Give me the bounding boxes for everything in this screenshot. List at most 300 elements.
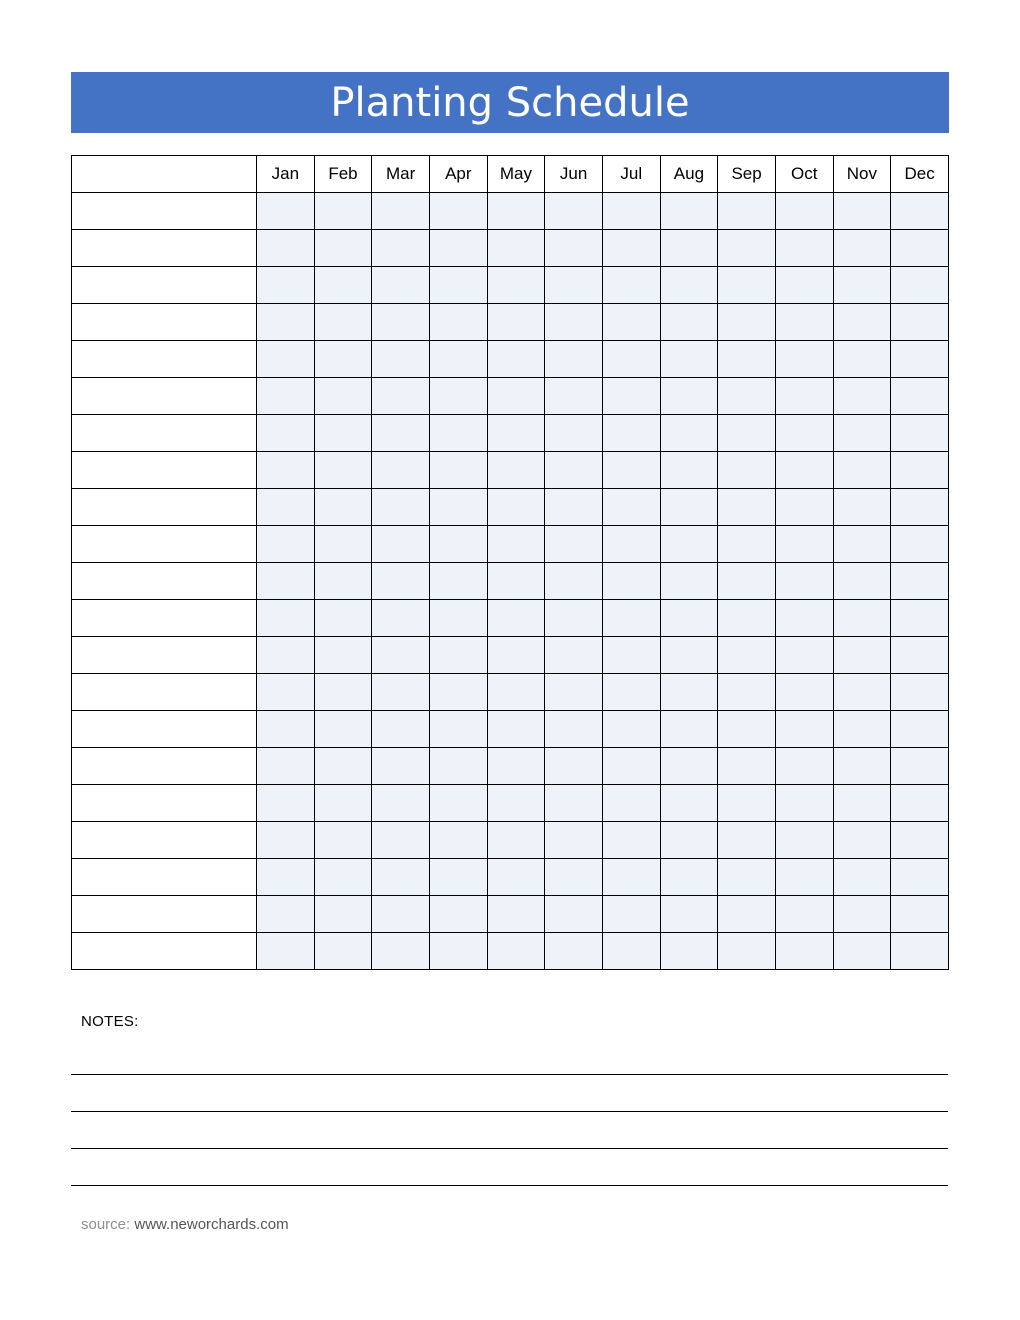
- schedule-cell-oct[interactable]: [775, 452, 833, 489]
- schedule-cell-nov[interactable]: [833, 341, 891, 378]
- schedule-cell-jan[interactable]: [257, 859, 315, 896]
- schedule-cell-nov[interactable]: [833, 785, 891, 822]
- schedule-cell-apr[interactable]: [429, 378, 487, 415]
- schedule-cell-may[interactable]: [487, 637, 545, 674]
- schedule-cell-aug[interactable]: [660, 896, 718, 933]
- plant-name-cell[interactable]: [72, 452, 257, 489]
- plant-name-cell[interactable]: [72, 304, 257, 341]
- plant-name-cell[interactable]: [72, 637, 257, 674]
- schedule-cell-oct[interactable]: [775, 748, 833, 785]
- schedule-cell-sep[interactable]: [718, 193, 776, 230]
- schedule-cell-may[interactable]: [487, 674, 545, 711]
- schedule-cell-jul[interactable]: [602, 341, 660, 378]
- schedule-cell-jan[interactable]: [257, 267, 315, 304]
- schedule-cell-may[interactable]: [487, 600, 545, 637]
- schedule-cell-oct[interactable]: [775, 896, 833, 933]
- table-row: [72, 489, 949, 526]
- schedule-cell-jun[interactable]: [545, 415, 603, 452]
- schedule-cell-aug[interactable]: [660, 785, 718, 822]
- schedule-cell-sep[interactable]: [718, 859, 776, 896]
- schedule-cell-sep[interactable]: [718, 896, 776, 933]
- schedule-cell-mar[interactable]: [372, 415, 430, 452]
- schedule-cell-jan[interactable]: [257, 526, 315, 563]
- schedule-cell-oct[interactable]: [775, 267, 833, 304]
- schedule-cell-jun[interactable]: [545, 748, 603, 785]
- schedule-cell-jan[interactable]: [257, 341, 315, 378]
- schedule-cell-dec[interactable]: [891, 600, 949, 637]
- schedule-cell-feb[interactable]: [314, 674, 372, 711]
- schedule-cell-mar[interactable]: [372, 637, 430, 674]
- schedule-cell-may[interactable]: [487, 489, 545, 526]
- schedule-cell-apr[interactable]: [429, 304, 487, 341]
- table-row: [72, 415, 949, 452]
- schedule-cell-jan[interactable]: [257, 415, 315, 452]
- schedule-cell-jun[interactable]: [545, 933, 603, 970]
- schedule-cell-jun[interactable]: [545, 193, 603, 230]
- month-header-mar: Mar: [372, 156, 430, 193]
- schedule-cell-aug[interactable]: [660, 859, 718, 896]
- plant-name-cell[interactable]: [72, 267, 257, 304]
- schedule-cell-jul[interactable]: [602, 304, 660, 341]
- month-header-dec: Dec: [891, 156, 949, 193]
- schedule-cell-oct[interactable]: [775, 822, 833, 859]
- schedule-cell-jan[interactable]: [257, 193, 315, 230]
- schedule-cell-jan[interactable]: [257, 896, 315, 933]
- schedule-cell-dec[interactable]: [891, 674, 949, 711]
- schedule-cell-aug[interactable]: [660, 711, 718, 748]
- schedule-cell-apr[interactable]: [429, 230, 487, 267]
- schedule-cell-aug[interactable]: [660, 933, 718, 970]
- schedule-cell-nov[interactable]: [833, 267, 891, 304]
- schedule-cell-nov[interactable]: [833, 600, 891, 637]
- schedule-cell-mar[interactable]: [372, 489, 430, 526]
- schedule-cell-sep[interactable]: [718, 674, 776, 711]
- plant-name-cell[interactable]: [72, 341, 257, 378]
- schedule-cell-sep[interactable]: [718, 452, 776, 489]
- schedule-cell-jan[interactable]: [257, 674, 315, 711]
- schedule-cell-feb[interactable]: [314, 563, 372, 600]
- schedule-cell-may[interactable]: [487, 193, 545, 230]
- schedule-cell-apr[interactable]: [429, 600, 487, 637]
- schedule-cell-oct[interactable]: [775, 785, 833, 822]
- schedule-cell-aug[interactable]: [660, 193, 718, 230]
- schedule-cell-nov[interactable]: [833, 452, 891, 489]
- schedule-cell-nov[interactable]: [833, 748, 891, 785]
- schedule-cell-oct[interactable]: [775, 378, 833, 415]
- month-header-nov: Nov: [833, 156, 891, 193]
- table-header-row: [72, 156, 949, 193]
- schedule-cell-jul[interactable]: [602, 489, 660, 526]
- schedule-cell-feb[interactable]: [314, 933, 372, 970]
- schedule-cell-mar[interactable]: [372, 600, 430, 637]
- schedule-cell-jul[interactable]: [602, 859, 660, 896]
- schedule-cell-mar[interactable]: [372, 859, 430, 896]
- schedule-cell-jan[interactable]: [257, 304, 315, 341]
- schedule-cell-mar[interactable]: [372, 822, 430, 859]
- plant-name-cell[interactable]: [72, 600, 257, 637]
- schedule-cell-dec[interactable]: [891, 230, 949, 267]
- schedule-cell-jul[interactable]: [602, 822, 660, 859]
- schedule-cell-dec[interactable]: [891, 489, 949, 526]
- schedule-cell-jun[interactable]: [545, 896, 603, 933]
- schedule-cell-apr[interactable]: [429, 896, 487, 933]
- schedule-cell-aug[interactable]: [660, 415, 718, 452]
- schedule-cell-apr[interactable]: [429, 193, 487, 230]
- schedule-cell-nov[interactable]: [833, 637, 891, 674]
- schedule-cell-mar[interactable]: [372, 711, 430, 748]
- schedule-cell-sep[interactable]: [718, 230, 776, 267]
- plant-name-cell[interactable]: [72, 415, 257, 452]
- plant-name-cell[interactable]: [72, 563, 257, 600]
- schedule-cell-apr[interactable]: [429, 933, 487, 970]
- table-row: [72, 785, 949, 822]
- schedule-cell-may[interactable]: [487, 341, 545, 378]
- schedule-cell-aug[interactable]: [660, 304, 718, 341]
- schedule-cell-jun[interactable]: [545, 267, 603, 304]
- schedule-cell-feb[interactable]: [314, 304, 372, 341]
- schedule-cell-feb[interactable]: [314, 637, 372, 674]
- schedule-cell-jun[interactable]: [545, 563, 603, 600]
- plant-name-cell[interactable]: [72, 378, 257, 415]
- schedule-cell-oct[interactable]: [775, 526, 833, 563]
- schedule-cell-jun[interactable]: [545, 230, 603, 267]
- month-header-feb: Feb: [314, 156, 372, 193]
- schedule-cell-sep[interactable]: [718, 748, 776, 785]
- schedule-cell-oct[interactable]: [775, 489, 833, 526]
- schedule-cell-jul[interactable]: [602, 748, 660, 785]
- plant-name-cell[interactable]: [72, 489, 257, 526]
- schedule-cell-oct[interactable]: [775, 304, 833, 341]
- schedule-cell-may[interactable]: [487, 822, 545, 859]
- schedule-cell-dec[interactable]: [891, 896, 949, 933]
- schedule-cell-jul[interactable]: [602, 267, 660, 304]
- planting-schedule-table: [71, 155, 949, 970]
- schedule-cell-jan[interactable]: [257, 822, 315, 859]
- schedule-cell-jul[interactable]: [602, 785, 660, 822]
- schedule-cell-jan[interactable]: [257, 600, 315, 637]
- schedule-cell-oct[interactable]: [775, 341, 833, 378]
- schedule-cell-aug[interactable]: [660, 600, 718, 637]
- source-link[interactable]: www.neworchards.com: [134, 1216, 289, 1233]
- schedule-cell-apr[interactable]: [429, 748, 487, 785]
- schedule-cell-apr[interactable]: [429, 415, 487, 452]
- schedule-cell-may[interactable]: [487, 267, 545, 304]
- plant-name-cell[interactable]: [72, 785, 257, 822]
- schedule-cell-sep[interactable]: [718, 711, 776, 748]
- schedule-cell-jun[interactable]: [545, 637, 603, 674]
- table-row: [72, 341, 949, 378]
- schedule-cell-nov[interactable]: [833, 563, 891, 600]
- schedule-cell-may[interactable]: [487, 859, 545, 896]
- schedule-cell-sep[interactable]: [718, 785, 776, 822]
- schedule-cell-oct[interactable]: [775, 711, 833, 748]
- schedule-cell-mar[interactable]: [372, 748, 430, 785]
- schedule-cell-dec[interactable]: [891, 267, 949, 304]
- schedule-cell-aug[interactable]: [660, 452, 718, 489]
- schedule-cell-feb[interactable]: [314, 341, 372, 378]
- plant-name-cell[interactable]: [72, 896, 257, 933]
- schedule-cell-oct[interactable]: [775, 415, 833, 452]
- schedule-cell-aug[interactable]: [660, 563, 718, 600]
- schedule-cell-jun[interactable]: [545, 600, 603, 637]
- schedule-cell-apr[interactable]: [429, 859, 487, 896]
- schedule-cell-jul[interactable]: [602, 600, 660, 637]
- schedule-cell-dec[interactable]: [891, 785, 949, 822]
- schedule-cell-nov[interactable]: [833, 896, 891, 933]
- schedule-cell-mar[interactable]: [372, 933, 430, 970]
- schedule-cell-jan[interactable]: [257, 230, 315, 267]
- schedule-cell-jul[interactable]: [602, 637, 660, 674]
- schedule-cell-sep[interactable]: [718, 822, 776, 859]
- schedule-cell-feb[interactable]: [314, 896, 372, 933]
- schedule-cell-may[interactable]: [487, 415, 545, 452]
- schedule-cell-mar[interactable]: [372, 341, 430, 378]
- schedule-cell-nov[interactable]: [833, 933, 891, 970]
- schedule-cell-sep[interactable]: [718, 563, 776, 600]
- schedule-cell-jan[interactable]: [257, 563, 315, 600]
- schedule-cell-dec[interactable]: [891, 341, 949, 378]
- schedule-cell-apr[interactable]: [429, 452, 487, 489]
- schedule-cell-may[interactable]: [487, 748, 545, 785]
- schedule-cell-jun[interactable]: [545, 341, 603, 378]
- notes-line[interactable]: [71, 1111, 948, 1112]
- schedule-cell-sep[interactable]: [718, 267, 776, 304]
- schedule-cell-sep[interactable]: [718, 341, 776, 378]
- notes-label: NOTES:: [81, 1013, 139, 1030]
- schedule-cell-nov[interactable]: [833, 711, 891, 748]
- schedule-cell-nov[interactable]: [833, 674, 891, 711]
- plant-name-cell[interactable]: [72, 822, 257, 859]
- schedule-cell-may[interactable]: [487, 452, 545, 489]
- schedule-cell-sep[interactable]: [718, 600, 776, 637]
- schedule-cell-aug[interactable]: [660, 267, 718, 304]
- plant-name-cell[interactable]: [72, 748, 257, 785]
- schedule-cell-jun[interactable]: [545, 378, 603, 415]
- table-row: [72, 711, 949, 748]
- schedule-cell-dec[interactable]: [891, 859, 949, 896]
- schedule-cell-may[interactable]: [487, 378, 545, 415]
- schedule-cell-aug[interactable]: [660, 526, 718, 563]
- table-row: [72, 452, 949, 489]
- schedule-cell-aug[interactable]: [660, 748, 718, 785]
- schedule-cell-jul[interactable]: [602, 674, 660, 711]
- schedule-cell-jun[interactable]: [545, 785, 603, 822]
- schedule-cell-dec[interactable]: [891, 452, 949, 489]
- schedule-cell-mar[interactable]: [372, 230, 430, 267]
- page-title: Planting Schedule: [330, 79, 690, 126]
- schedule-cell-feb[interactable]: [314, 230, 372, 267]
- schedule-cell-dec[interactable]: [891, 378, 949, 415]
- schedule-cell-may[interactable]: [487, 785, 545, 822]
- notes-line[interactable]: [71, 1074, 948, 1075]
- schedule-cell-jul[interactable]: [602, 230, 660, 267]
- month-header-apr: Apr: [429, 156, 487, 193]
- schedule-cell-jan[interactable]: [257, 637, 315, 674]
- schedule-cell-jan[interactable]: [257, 711, 315, 748]
- schedule-cell-jul[interactable]: [602, 378, 660, 415]
- notes-line[interactable]: [71, 1185, 948, 1186]
- schedule-cell-jan[interactable]: [257, 748, 315, 785]
- month-header-oct: Oct: [775, 156, 833, 193]
- schedule-cell-jul[interactable]: [602, 415, 660, 452]
- schedule-cell-apr[interactable]: [429, 637, 487, 674]
- schedule-cell-nov[interactable]: [833, 415, 891, 452]
- schedule-cell-sep[interactable]: [718, 489, 776, 526]
- schedule-cell-dec[interactable]: [891, 822, 949, 859]
- table-row: [72, 193, 949, 230]
- schedule-cell-nov[interactable]: [833, 526, 891, 563]
- schedule-cell-apr[interactable]: [429, 785, 487, 822]
- schedule-cell-dec[interactable]: [891, 415, 949, 452]
- schedule-cell-oct[interactable]: [775, 859, 833, 896]
- schedule-cell-feb[interactable]: [314, 415, 372, 452]
- schedule-cell-sep[interactable]: [718, 378, 776, 415]
- schedule-cell-sep[interactable]: [718, 933, 776, 970]
- schedule-cell-feb[interactable]: [314, 452, 372, 489]
- schedule-cell-feb[interactable]: [314, 711, 372, 748]
- table-row: [72, 822, 949, 859]
- table-row: [72, 267, 949, 304]
- schedule-cell-jan[interactable]: [257, 452, 315, 489]
- schedule-cell-nov[interactable]: [833, 304, 891, 341]
- schedule-cell-jun[interactable]: [545, 489, 603, 526]
- schedule-cell-mar[interactable]: [372, 526, 430, 563]
- schedule-cell-jun[interactable]: [545, 452, 603, 489]
- plant-name-cell[interactable]: [72, 859, 257, 896]
- schedule-cell-mar[interactable]: [372, 452, 430, 489]
- schedule-cell-aug[interactable]: [660, 637, 718, 674]
- schedule-cell-aug[interactable]: [660, 378, 718, 415]
- schedule-cell-feb[interactable]: [314, 600, 372, 637]
- schedule-cell-oct[interactable]: [775, 193, 833, 230]
- schedule-cell-may[interactable]: [487, 230, 545, 267]
- schedule-cell-nov[interactable]: [833, 378, 891, 415]
- schedule-cell-may[interactable]: [487, 933, 545, 970]
- schedule-cell-oct[interactable]: [775, 563, 833, 600]
- schedule-cell-dec[interactable]: [891, 304, 949, 341]
- plant-name-cell[interactable]: [72, 526, 257, 563]
- schedule-cell-may[interactable]: [487, 711, 545, 748]
- schedule-cell-nov[interactable]: [833, 193, 891, 230]
- schedule-cell-oct[interactable]: [775, 600, 833, 637]
- notes-line[interactable]: [71, 1148, 948, 1149]
- schedule-cell-jul[interactable]: [602, 896, 660, 933]
- schedule-cell-jun[interactable]: [545, 674, 603, 711]
- schedule-cell-sep[interactable]: [718, 526, 776, 563]
- schedule-cell-jun[interactable]: [545, 822, 603, 859]
- schedule-cell-jul[interactable]: [602, 452, 660, 489]
- plant-name-cell[interactable]: [72, 674, 257, 711]
- schedule-cell-dec[interactable]: [891, 933, 949, 970]
- schedule-cell-apr[interactable]: [429, 711, 487, 748]
- schedule-cell-jul[interactable]: [602, 193, 660, 230]
- schedule-cell-feb[interactable]: [314, 785, 372, 822]
- schedule-cell-jan[interactable]: [257, 933, 315, 970]
- schedule-cell-dec[interactable]: [891, 526, 949, 563]
- schedule-cell-may[interactable]: [487, 526, 545, 563]
- schedule-cell-aug[interactable]: [660, 230, 718, 267]
- schedule-cell-mar[interactable]: [372, 785, 430, 822]
- schedule-cell-may[interactable]: [487, 304, 545, 341]
- schedule-cell-oct[interactable]: [775, 933, 833, 970]
- schedule-cell-feb[interactable]: [314, 822, 372, 859]
- schedule-cell-may[interactable]: [487, 563, 545, 600]
- schedule-cell-dec[interactable]: [891, 711, 949, 748]
- table-row: [72, 859, 949, 896]
- table-row: [72, 600, 949, 637]
- schedule-cell-jun[interactable]: [545, 526, 603, 563]
- schedule-cell-jul[interactable]: [602, 526, 660, 563]
- schedule-cell-aug[interactable]: [660, 489, 718, 526]
- schedule-cell-sep[interactable]: [718, 415, 776, 452]
- schedule-cell-oct[interactable]: [775, 230, 833, 267]
- schedule-cell-may[interactable]: [487, 896, 545, 933]
- schedule-cell-dec[interactable]: [891, 637, 949, 674]
- schedule-cell-nov[interactable]: [833, 230, 891, 267]
- schedule-cell-jul[interactable]: [602, 563, 660, 600]
- schedule-cell-nov[interactable]: [833, 859, 891, 896]
- schedule-cell-feb[interactable]: [314, 378, 372, 415]
- schedule-cell-apr[interactable]: [429, 674, 487, 711]
- schedule-cell-aug[interactable]: [660, 674, 718, 711]
- schedule-cell-mar[interactable]: [372, 674, 430, 711]
- schedule-cell-apr[interactable]: [429, 341, 487, 378]
- schedule-cell-feb[interactable]: [314, 859, 372, 896]
- plant-name-cell[interactable]: [72, 933, 257, 970]
- schedule-cell-feb[interactable]: [314, 748, 372, 785]
- schedule-cell-dec[interactable]: [891, 563, 949, 600]
- schedule-cell-aug[interactable]: [660, 341, 718, 378]
- schedule-cell-apr[interactable]: [429, 822, 487, 859]
- schedule-cell-nov[interactable]: [833, 489, 891, 526]
- schedule-cell-mar[interactable]: [372, 193, 430, 230]
- schedule-cell-mar[interactable]: [372, 378, 430, 415]
- schedule-cell-jun[interactable]: [545, 859, 603, 896]
- schedule-cell-jan[interactable]: [257, 378, 315, 415]
- schedule-cell-feb[interactable]: [314, 193, 372, 230]
- schedule-cell-sep[interactable]: [718, 637, 776, 674]
- schedule-cell-oct[interactable]: [775, 674, 833, 711]
- schedule-cell-dec[interactable]: [891, 193, 949, 230]
- schedule-cell-jul[interactable]: [602, 711, 660, 748]
- month-header-may: May: [487, 156, 545, 193]
- schedule-cell-jun[interactable]: [545, 304, 603, 341]
- schedule-cell-mar[interactable]: [372, 896, 430, 933]
- schedule-cell-jan[interactable]: [257, 489, 315, 526]
- schedule-cell-aug[interactable]: [660, 822, 718, 859]
- schedule-cell-mar[interactable]: [372, 267, 430, 304]
- schedule-cell-sep[interactable]: [718, 304, 776, 341]
- plant-name-cell[interactable]: [72, 230, 257, 267]
- schedule-cell-apr[interactable]: [429, 267, 487, 304]
- schedule-cell-mar[interactable]: [372, 563, 430, 600]
- plant-name-cell[interactable]: [72, 711, 257, 748]
- schedule-cell-feb[interactable]: [314, 489, 372, 526]
- schedule-cell-feb[interactable]: [314, 267, 372, 304]
- schedule-cell-apr[interactable]: [429, 526, 487, 563]
- schedule-cell-nov[interactable]: [833, 822, 891, 859]
- schedule-cell-apr[interactable]: [429, 489, 487, 526]
- schedule-cell-jul[interactable]: [602, 933, 660, 970]
- schedule-cell-mar[interactable]: [372, 304, 430, 341]
- schedule-cell-feb[interactable]: [314, 526, 372, 563]
- plant-name-cell[interactable]: [72, 193, 257, 230]
- schedule-cell-jun[interactable]: [545, 711, 603, 748]
- schedule-cell-dec[interactable]: [891, 748, 949, 785]
- schedule-cell-apr[interactable]: [429, 563, 487, 600]
- schedule-cell-jan[interactable]: [257, 785, 315, 822]
- schedule-cell-oct[interactable]: [775, 637, 833, 674]
